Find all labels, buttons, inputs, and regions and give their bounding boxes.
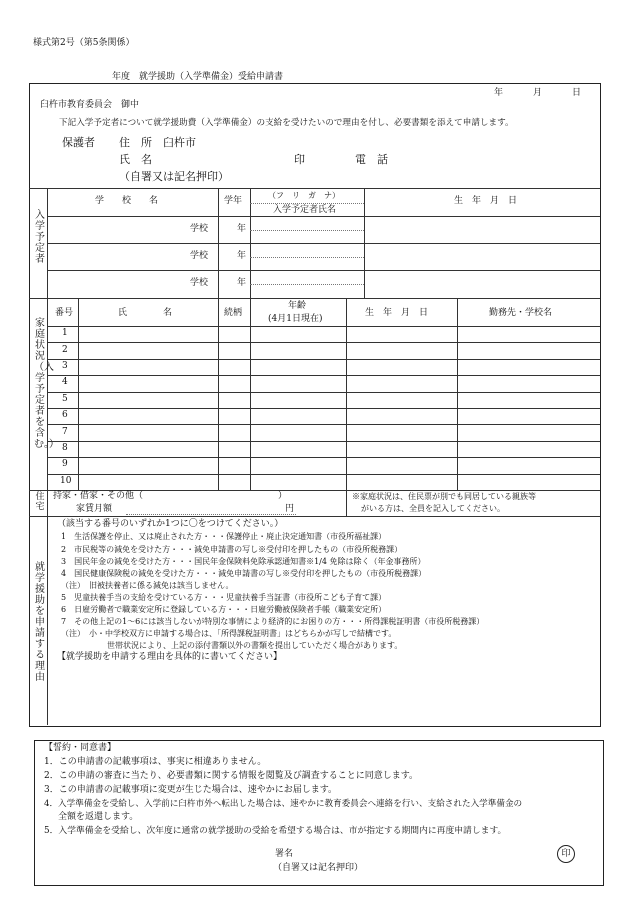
family-header-age-note: (4月1日現在) — [268, 314, 323, 324]
family-row-number: 7 — [62, 426, 68, 437]
reason-item-5[interactable]: 5 児童扶養手当の支給を受けている方・・・児童扶養手当証書（市役所こども子育て課） — [61, 593, 387, 602]
family-row-entry[interactable] — [79, 393, 599, 407]
guardian-label: 保護者 — [62, 136, 95, 149]
student-header-school: 学 校 名 — [95, 196, 159, 206]
reason-item-1[interactable]: 1 生活保護を停止、又は廃止された方・・・保護停止・廃止決定通知書（市役所福祉課） — [61, 532, 387, 541]
addressee: 臼杵市教育委員会 御中 — [40, 100, 140, 110]
signature-field[interactable] — [300, 846, 550, 860]
guardian-address-value[interactable]: 臼杵市 — [163, 136, 196, 149]
reason-item-4[interactable]: 4 国民健康保険税の減免を受けた方・・・減免申請書の写し※受付印を押したもの（市役所税務課） — [61, 569, 427, 578]
pledge-item-3: 3．この申請書の記載事項に変更が生じた場合は、速やかにお届します。 — [44, 785, 338, 795]
pledge-item-1: 1．この申請書の記載事項は、事実に相違ありません。 — [44, 757, 267, 767]
student-header-birth: 生 年 月 日 — [454, 196, 518, 206]
reason-free-label: 【就学援助を申請する理由を具体的に書いてください】 — [57, 652, 283, 662]
family-header-workplace: 勤務先・学校名 — [489, 308, 553, 318]
pledge-item-2: 2．この申請の審査に当たり、必要書類に関する情報を閲覧及び調査することに同意します。 — [44, 771, 419, 781]
family-row-number: 5 — [62, 393, 68, 404]
family-row-number: 1 — [62, 328, 68, 339]
pledge-heading: 【誓約・同意書】 — [44, 743, 117, 753]
family-row-number: 4 — [62, 377, 68, 388]
student-row-1-grade[interactable]: 年 — [237, 224, 247, 234]
family-row-entry[interactable] — [79, 360, 599, 374]
family-row-number: 6 — [62, 410, 68, 421]
student-header-furigana: （フ リ ガ ナ） — [268, 191, 340, 200]
family-row-number: 9 — [62, 459, 68, 470]
student-row-3-grade[interactable]: 年 — [237, 278, 247, 288]
family-row-entry[interactable] — [79, 475, 599, 489]
reason-note-1: （注） 旧被扶養者に係る減免は該当しません。 — [61, 581, 234, 590]
seal-circle-icon: 印 — [557, 845, 575, 863]
reason-note-3: 世帯状況により、上記の添付書類以外の書類を提出していただく場合があります。 — [107, 641, 403, 650]
reason-free-text-area[interactable] — [52, 666, 592, 721]
form-title: 年度 就学援助（入学準備金）受給申請書 — [112, 72, 284, 82]
family-row-number: 2 — [62, 344, 68, 355]
date-year-label: 年 — [494, 88, 504, 98]
housing-note-1: ※家庭状況は、住民票が別でも同居している親族等 — [352, 492, 536, 501]
rent-unit: 円 — [285, 504, 295, 514]
student-header-grade: 学年 — [224, 196, 243, 206]
student-row-3-school[interactable]: 学校 — [190, 278, 209, 288]
guardian-name-label: 氏 名 — [119, 153, 152, 166]
signature-note: （自署又は記名押印） — [273, 863, 364, 873]
student-row-2-grade[interactable]: 年 — [237, 251, 247, 261]
reason-section-label: 就学援助を申請する理由 — [35, 562, 45, 683]
reason-item-7[interactable]: 7 その他上記の1～6には該当しないが特別な事情により経済的にお困りの方・・・所得課税証明書（市役所税務課） — [61, 617, 485, 626]
pledge-item-5: 5．入学準備金を受給し、次年度に通常の就学援助の受給を希望する場合は、市が指定する期間内に再度申請します。 — [44, 826, 507, 836]
reason-item-2[interactable]: 2 市民税等の減免を受けた方・・・減免申請書の写し※受付印を押したもの（市役所税務課） — [61, 545, 403, 554]
guardian-phone-label: 電 話 — [355, 153, 388, 166]
family-row-entry[interactable] — [79, 425, 599, 439]
family-section-label: 家庭状況（入学予定者を含む。） — [34, 318, 59, 450]
student-row-2-school[interactable]: 学校 — [190, 251, 209, 261]
family-row-entry[interactable] — [79, 343, 599, 357]
student-section-label: 入学予定者 — [35, 210, 45, 265]
housing-type[interactable]: 持家・借家・その他（ ） — [53, 491, 288, 501]
family-row-entry[interactable] — [79, 442, 599, 456]
guardian-address-label: 住 所 — [119, 136, 152, 149]
rent-label: 家賃月額 — [76, 504, 113, 514]
reason-item-6[interactable]: 6 日雇労働者で職業安定所に登録している方・・・日雇労働被保険者手帳（職業安定所） — [61, 605, 387, 614]
pledge-item-4-cont: 全額を返還します。 — [58, 812, 139, 822]
student-header-name: 入学予定者氏名 — [273, 205, 337, 215]
family-header-relation: 続柄 — [224, 308, 243, 318]
form-number: 様式第2号（第5条関係） — [33, 38, 135, 48]
family-header-name: 氏 名 — [118, 308, 173, 318]
date-month-label: 月 — [533, 88, 543, 98]
reason-instruction: （該当する番号のいずれか1つに〇をつけてください。） — [57, 519, 284, 529]
family-row-number: 10 — [60, 475, 72, 486]
intro-text: 下記入学予定者について就学援助費（入学準備金）の支給を受けたいので理由を付し、必要書類を添えて申請します。 — [59, 118, 514, 128]
family-header-age: 年齢 — [288, 301, 307, 311]
family-row-entry[interactable] — [79, 409, 599, 423]
pledge-item-4: 4．入学準備金を受給し、入学前に臼杵市外へ転出した場合は、速やかに教育委員会へ連絡を行い、支給された入学準備金の — [44, 799, 523, 809]
family-row-entry[interactable] — [79, 458, 599, 472]
date-day-label: 日 — [572, 88, 582, 98]
housing-note-2: がいる方は、全員を記入してください。 — [361, 504, 505, 513]
family-row-number: 3 — [62, 361, 68, 371]
student-row-1-school[interactable]: 学校 — [190, 224, 209, 234]
guardian-seal-mark: 印 — [294, 153, 305, 166]
housing-label: 住宅 — [35, 492, 45, 512]
family-header-no: 番号 — [55, 308, 74, 318]
family-header-birth: 生 年 月 日 — [365, 308, 429, 318]
family-row-entry[interactable] — [79, 376, 599, 390]
signature-label: 署名 — [275, 849, 294, 859]
reason-note-2: （注） 小・中学校双方に申請する場合は、「所得課税証明書」はどちらかが写しで結構です。 — [61, 629, 397, 638]
guardian-signature-note: （自署又は記名押印） — [119, 170, 229, 183]
reason-item-3[interactable]: 3 国民年金の減免を受けた方・・・国民年金保険料免除承認通知書※1/4 免除は除く（年金事務所） — [61, 557, 426, 566]
family-row-number: 8 — [62, 443, 68, 453]
family-row-entry[interactable] — [79, 327, 599, 341]
